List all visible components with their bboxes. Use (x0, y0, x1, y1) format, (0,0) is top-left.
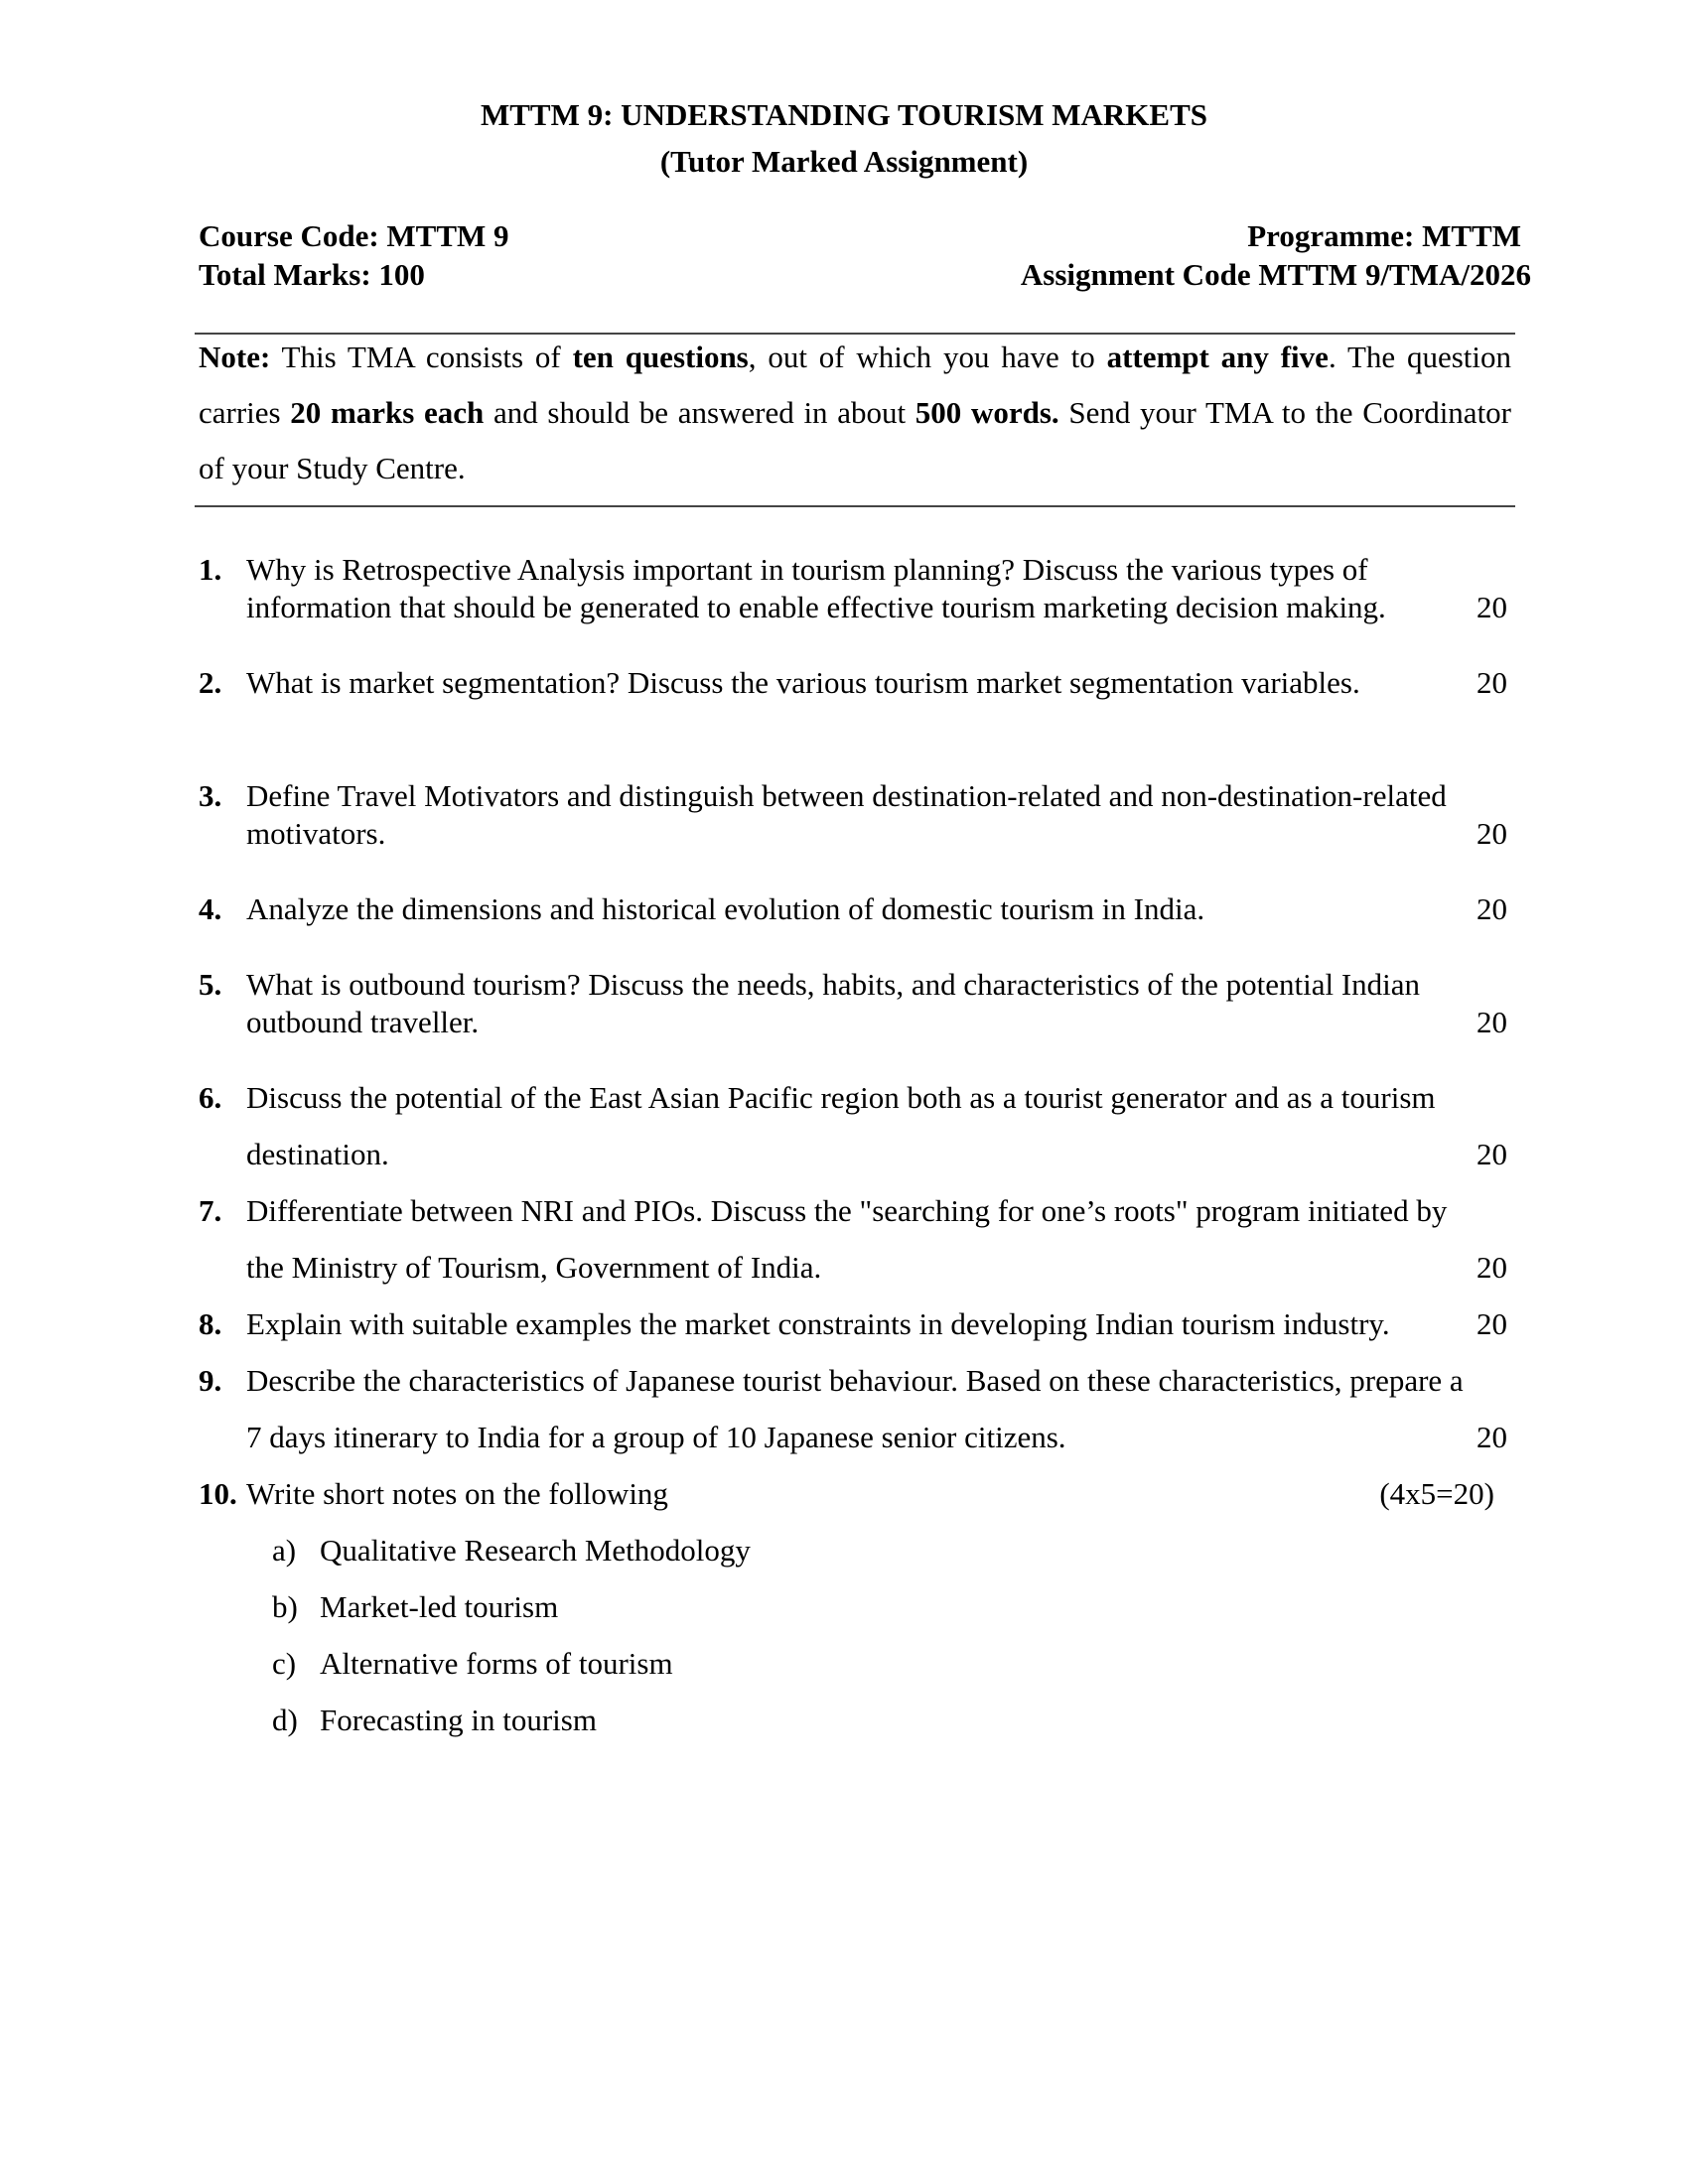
question-marks: 20 (1477, 590, 1507, 624)
question-text: Define Travel Motivators and distinguish between destination-related and non-destination-related (246, 778, 1447, 813)
question-marks: 20 (1477, 1137, 1507, 1171)
subitem-text: Market-led tourism (320, 1589, 559, 1624)
question-number: 3. (199, 778, 222, 813)
course-code: Course Code: MTTM 9 (199, 218, 509, 253)
question-text: information that should be generated to enable effective tourism marketing decision making. (246, 590, 1386, 624)
question-text: destination. (246, 1137, 389, 1171)
question-number: 8. (199, 1306, 222, 1341)
question-text: What is market segmentation? Discuss the various tourism market segmentation variables. (246, 665, 1360, 700)
note-paragraph (199, 330, 1511, 496)
question-number: 5. (199, 967, 222, 1002)
total-marks: Total Marks: 100 (199, 257, 425, 292)
question-text: Why is Retrospective Analysis important in tourism planning? Discuss the various types of (246, 552, 1368, 587)
subitem-label: d) (272, 1703, 298, 1737)
subitem-text: Alternative forms of tourism (320, 1646, 673, 1681)
question-number: 9. (199, 1363, 222, 1398)
question-number: 10. (199, 1476, 237, 1511)
programme: Programme: MTTM (1247, 218, 1521, 253)
question-text: 7 days itinerary to India for a group of 10 Japanese senior citizens. (246, 1420, 1066, 1454)
question-text: Analyze the dimensions and historical evolution of domestic tourism in India. (246, 891, 1205, 926)
question-text: Discuss the potential of the East Asian Pacific region both as a tourist generator and as a tourism (246, 1080, 1436, 1115)
question-marks: 20 (1477, 1306, 1507, 1341)
question-marks: 20 (1477, 1005, 1507, 1039)
note-emphasis: attempt any five (1106, 340, 1329, 374)
question-marks: 20 (1477, 665, 1507, 700)
subitem-label: b) (272, 1589, 298, 1624)
subitem-text: Forecasting in tourism (320, 1703, 597, 1737)
question-text: Differentiate between NRI and PIOs. Discuss the "searching for one’s roots" program initiated by (246, 1193, 1448, 1228)
question-text: Write short notes on the following (246, 1476, 668, 1511)
question-marks: 20 (1477, 1420, 1507, 1454)
assignment-code: Assignment Code MTTM 9/TMA/2026 (1020, 257, 1531, 292)
question-marks: 20 (1477, 1250, 1507, 1285)
question-number: 1. (199, 552, 222, 587)
note-emphasis: 500 words. (914, 395, 1059, 430)
note-text: This TMA consists of (270, 340, 573, 374)
question-number: 2. (199, 665, 222, 700)
document-title: MTTM 9: UNDERSTANDING TOURISM MARKETS (480, 97, 1207, 132)
question-text: outbound traveller. (246, 1005, 480, 1039)
question-marks: 20 (1477, 891, 1507, 926)
note-text: and should be answered in about (484, 395, 915, 430)
question-text: the Ministry of Tourism, Government of India. (246, 1250, 822, 1285)
divider-bottom (195, 505, 1515, 507)
question-text: Describe the characteristics of Japanese tourist behaviour. Based on these characteristics, prepare a (246, 1363, 1464, 1398)
note-label: Note: (199, 340, 271, 374)
question-number: 4. (199, 891, 222, 926)
document-subtitle: (Tutor Marked Assignment) (659, 144, 1029, 179)
question-text: motivators. (246, 816, 386, 851)
note-text: . The question carries (199, 340, 1512, 430)
question-number: 6. (199, 1080, 222, 1115)
subitem-label: c) (272, 1646, 297, 1681)
subitem-text: Qualitative Research Methodology (320, 1533, 751, 1568)
subitem-label: a) (272, 1533, 297, 1568)
note-emphasis: 20 marks each (290, 395, 485, 430)
question-text: Explain with suitable examples the market constraints in developing Indian tourism industry. (246, 1306, 1390, 1341)
note-text: Send your TMA to the Coordinator of your Study Centre. (199, 395, 1512, 485)
note-text: , out of which you have to (748, 340, 1107, 374)
question-marks: 20 (1477, 816, 1507, 851)
question-marks: (4x5=20) (1379, 1476, 1494, 1511)
question-number: 7. (199, 1193, 222, 1228)
question-text: What is outbound tourism? Discuss the needs, habits, and characteristics of the potential Indian (246, 967, 1421, 1002)
note-emphasis: ten questions (572, 340, 749, 374)
